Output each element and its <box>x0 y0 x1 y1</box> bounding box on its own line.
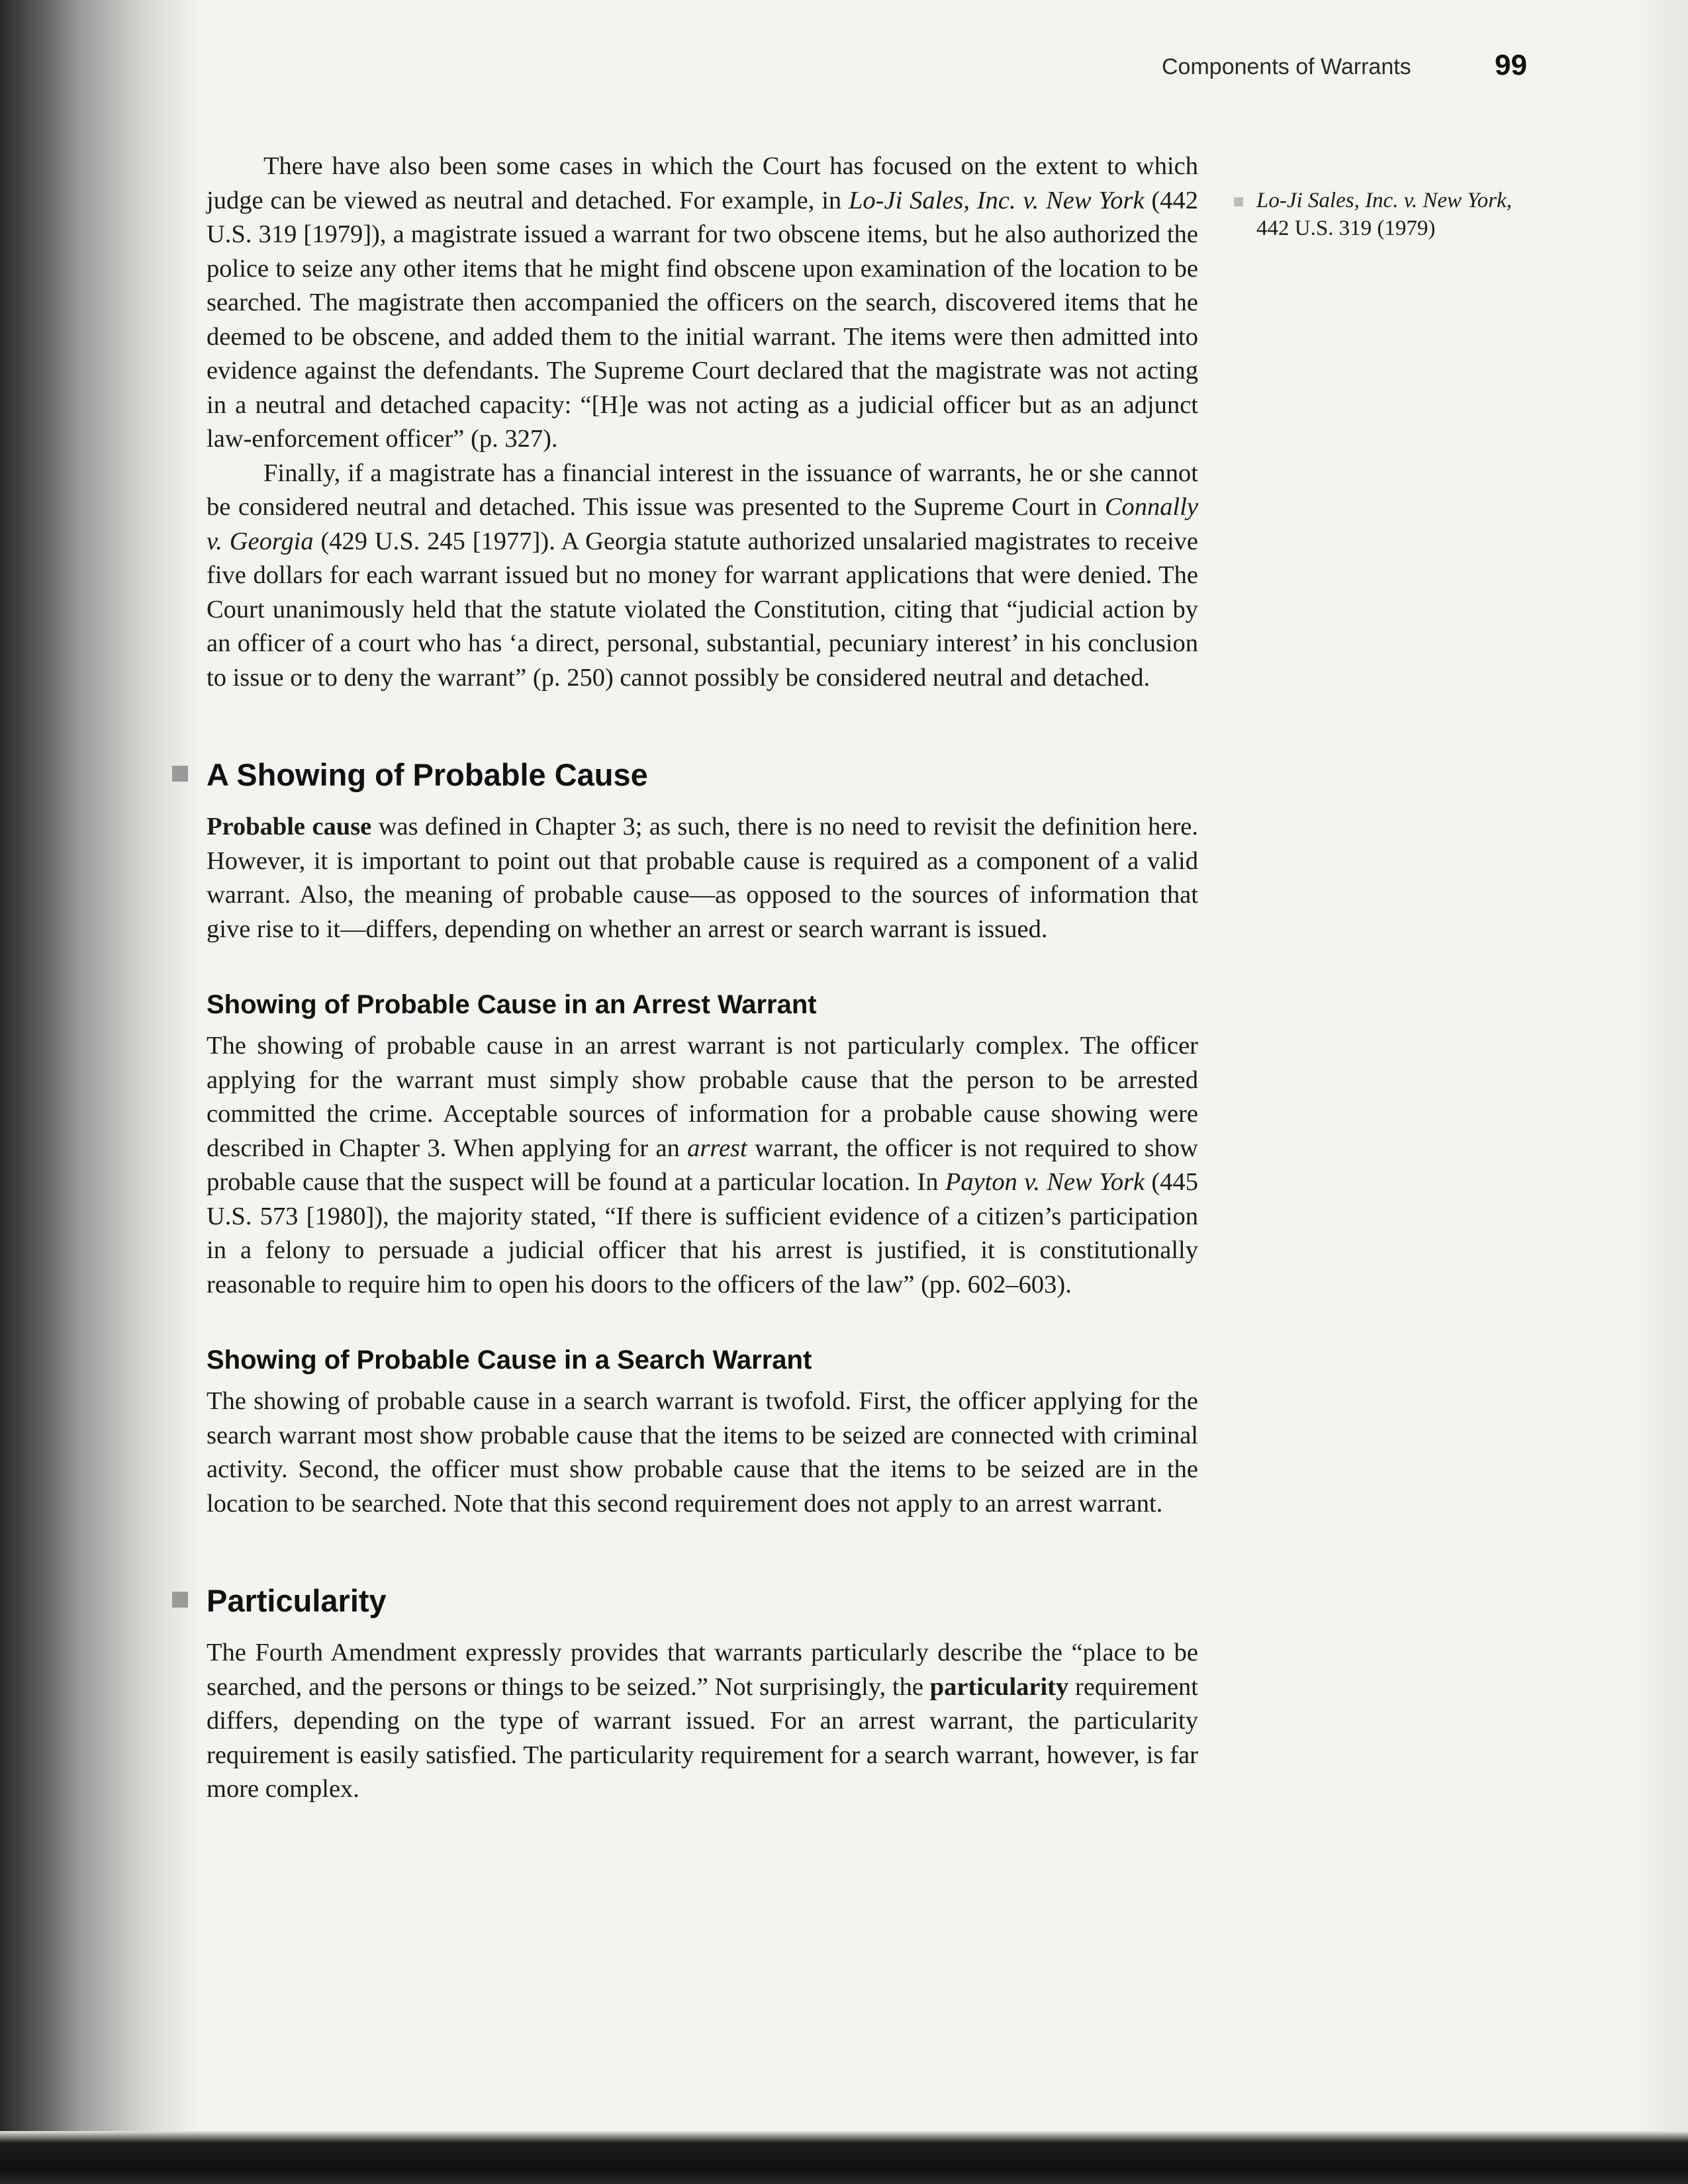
square-bullet-icon <box>172 1592 188 1608</box>
text-run: was defined in Chapter 3; as such, there is no need to revisit the definition here. However, it is important to point out that probable cause is required as a component of a valid warrant. Also, the meaning of probable cause—as opposed to the sources of information that give rise to it—differs, depending on whether an arrest or search warrant is issued. <box>207 813 1198 943</box>
paragraph-arrest-warrant <box>207 1029 1198 1302</box>
text-run: (429 U.S. 245 [1977]). A Georgia statute authorized unsalaried magistrates to receive five dollars for each warrant issued but no money for warrant applications that were denied. The Court unanimously held that the statute violated the Constitution, citing that “judicial action by an officer of a court who has ‘a direct, personal, substantial, pecuniary interest’ in his conclusion to issue or to deny the warrant” (p. 250) cannot possibly be considered neutral and detached. <box>207 527 1198 692</box>
paragraph-connally <box>207 457 1198 696</box>
paragraph-particularity <box>207 1636 1198 1807</box>
page-bottom-edge <box>0 2131 1688 2184</box>
square-bullet-icon <box>172 766 188 782</box>
running-head: Components of Warrants <box>1162 54 1411 79</box>
main-text <box>207 150 1198 1807</box>
case-name: Lo-Ji Sales, Inc. v. New York <box>849 186 1145 214</box>
margin-note-citation: 442 U.S. 319 (1979) <box>1256 216 1436 240</box>
case-name: Payton v. New York <box>945 1168 1145 1196</box>
subheading-search-warrant: Showing of Probable Cause in a Search Warrant <box>207 1345 812 1375</box>
text-run: (445 U.S. 573 [1980]), the majority stated, “If there is sufficient evidence of a citizen’s participation in a felony to persuade a judicial officer that his arrest is justified, it is constitutionally reasonable to require him to open his doors to the officers of the law” (pp. 602–603). <box>207 1168 1198 1298</box>
paragraph-probable-cause <box>207 810 1198 946</box>
margin-note-case: Lo-Ji Sales, Inc. v. New York, <box>1256 189 1512 212</box>
text-run: Finally, if a magistrate has a financial interest in the issuance of warrants, he or she cannot be considered neutral and detached. This issue was presented to the Supreme Court in <box>207 459 1198 521</box>
text-run: The showing of probable cause in an arrest warrant is not particularly complex. The officer applying for the warrant must simply show probable cause that the person to be arrested committed the crime. Acceptable sources of information for a probable cause showing were described in Chapter 3. When applying for an <box>207 1032 1198 1162</box>
section-heading-probable-cause <box>207 756 1198 793</box>
page-number: 99 <box>1495 49 1527 81</box>
heading-text: A Showing of Probable Cause <box>207 757 648 792</box>
page-edge-shadow <box>1635 0 1688 2184</box>
text-run: The Fourth Amendment expressly provides that warrants particularly describe the “place to be searched, and the persons or things to be seized.” Not surprisingly, the <box>207 1639 1198 1701</box>
margin-note <box>1256 187 1534 242</box>
subheading-arrest-warrant: Showing of Probable Cause in an Arrest Warrant <box>207 990 817 1019</box>
key-term: Probable cause <box>207 813 372 841</box>
text-run: There have also been some cases in which the Court has focused on the extent to which judge can be viewed as neutral and detached. For example, in <box>207 152 1198 214</box>
key-term: particularity <box>929 1672 1069 1701</box>
paragraph-search-warrant: The showing of probable cause in a search warrant is twofold. First, the officer applying for the search warrant most show probable cause that the items to be seized are connected with criminal activity. Second, the officer must show probable cause that the items to be seized are in the location to be searched. Note that this second requirement does not apply to an arrest warrant. <box>207 1387 1198 1518</box>
text-run: warrant, the officer is not required to show probable cause that the suspect will be found at a particular location. In <box>207 1134 1198 1196</box>
text-run: requirement differs, depending on the type of warrant issued. For an arrest warrant, the particularity requirement is easily satisfied. The particularity requirement for a search warrant, however, is far more complex. <box>207 1672 1198 1803</box>
square-bullet-icon <box>1234 197 1243 206</box>
emphasis: arrest <box>687 1134 747 1162</box>
heading-text: Particularity <box>207 1583 387 1618</box>
text-run: (442 U.S. 319 [1979]), a magistrate issued a warrant for two obscene items, but he also authorized the police to seize any other items that he might find obscene upon examination of the location to be searched. The magistrate then accompanied the officers on the search, discovered items that he deemed to be obscene, and added them to the initial warrant. The items were then admitted into evidence against the defendants. The Supreme Court declared that the magistrate was not acting in a neutral and detached capacity: “[H]e was not acting as a judicial officer but as an adjunct law-enforcement officer” (p. 327). <box>207 186 1198 453</box>
book-gutter-shadow <box>0 0 199 2184</box>
case-name: Connally v. Georgia <box>207 493 1198 555</box>
section-heading-particularity <box>207 1582 1198 1619</box>
paragraph-lo-ji <box>207 150 1198 457</box>
